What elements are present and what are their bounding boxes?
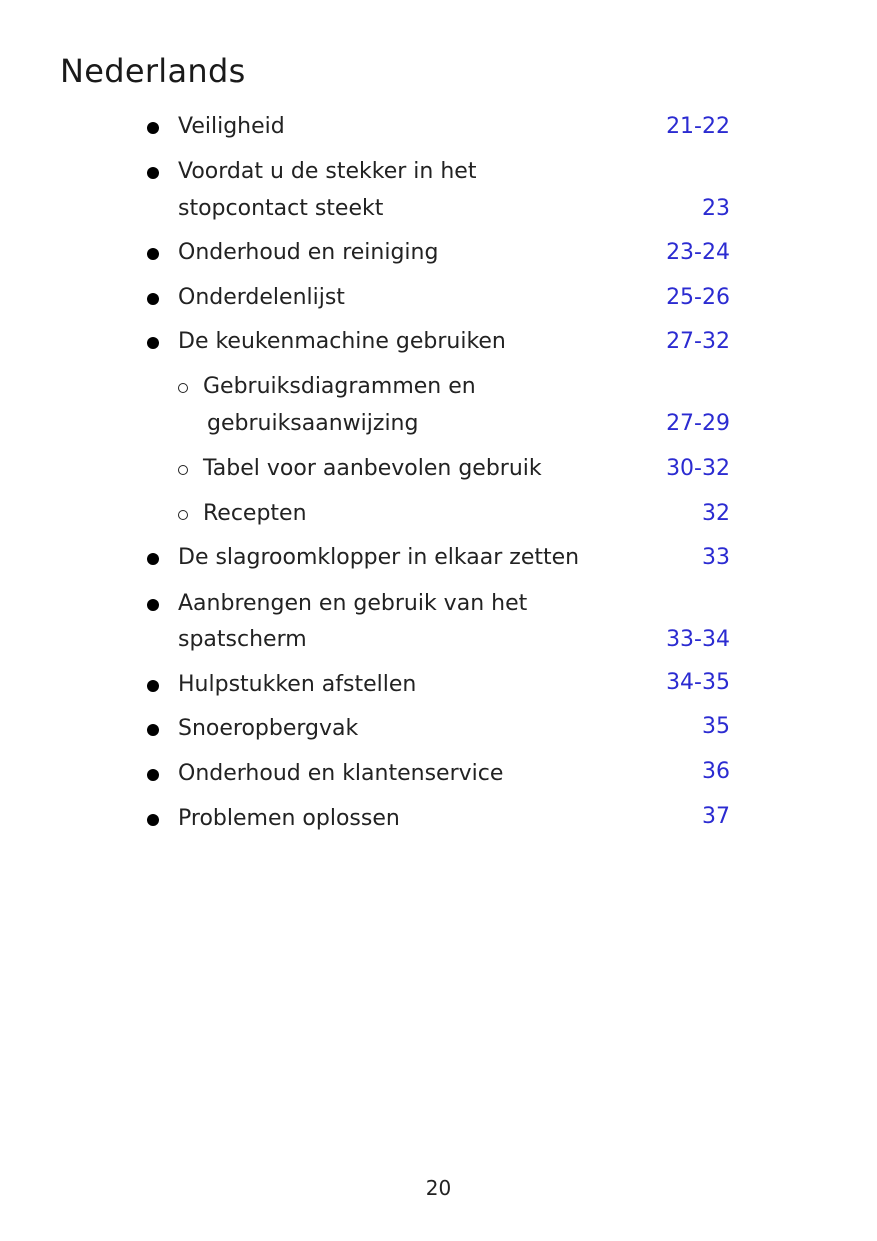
toc-entry-klantenservice[interactable] bbox=[0, 759, 877, 789]
toc-entry-pages[interactable]: 33-34 bbox=[666, 627, 730, 652]
bullet-icon bbox=[147, 769, 159, 781]
toc-entry-label: Onderdelenlijst bbox=[178, 285, 345, 310]
toc-entry-label: spatscherm bbox=[178, 627, 307, 652]
bullet-icon bbox=[147, 724, 159, 736]
bullet-icon bbox=[147, 553, 159, 565]
page-title: Nederlands bbox=[60, 52, 246, 90]
sub-bullet-icon bbox=[178, 383, 188, 393]
toc-entry-pages[interactable]: 23 bbox=[702, 196, 730, 221]
toc-entry-label: Voordat u de stekker in het bbox=[178, 159, 477, 184]
toc-entry-label: De slagroomklopper in elkaar zetten bbox=[178, 545, 580, 570]
bullet-icon bbox=[147, 680, 159, 692]
toc-subentry-gebruiksdiagrammen-continued[interactable] bbox=[0, 409, 877, 439]
toc-entry-snoeropbergvak[interactable] bbox=[0, 714, 877, 744]
toc-entry-pages[interactable]: 33 bbox=[702, 545, 730, 570]
toc-entry-stekker[interactable] bbox=[0, 157, 877, 187]
toc-entry-label: Problemen oplossen bbox=[178, 806, 400, 831]
toc-entry-spatscherm[interactable] bbox=[0, 589, 877, 619]
toc-entry-label: De keukenmachine gebruiken bbox=[178, 329, 506, 354]
toc-entry-label: Onderhoud en reiniging bbox=[178, 240, 439, 265]
toc-entry-label: Recepten bbox=[203, 501, 307, 526]
sub-bullet-icon bbox=[178, 510, 188, 520]
toc-entry-stekker-continued[interactable] bbox=[0, 194, 877, 224]
toc-entry-hulpstukken-afstellen[interactable] bbox=[0, 670, 877, 700]
bullet-icon bbox=[147, 293, 159, 305]
toc-entry-pages[interactable]: 21-22 bbox=[666, 114, 730, 139]
toc-entry-label: stopcontact steekt bbox=[178, 196, 384, 221]
toc-entry-pages[interactable]: 30-32 bbox=[666, 456, 730, 481]
toc-entry-label: gebruiksaanwijzing bbox=[207, 411, 419, 436]
bullet-icon bbox=[147, 337, 159, 349]
page-number: 20 bbox=[425, 1176, 452, 1200]
toc-entry-pages[interactable]: 32 bbox=[702, 501, 730, 526]
toc-entry-label: Gebruiksdiagrammen en bbox=[203, 374, 476, 399]
toc-entry-pages[interactable]: 35 bbox=[702, 714, 730, 739]
toc-entry-pages[interactable]: 27-29 bbox=[666, 411, 730, 436]
bullet-icon bbox=[147, 599, 159, 611]
toc-entry-label: Tabel voor aanbevolen gebruik bbox=[203, 456, 542, 481]
toc-subentry-gebruiksdiagrammen[interactable] bbox=[0, 372, 877, 402]
toc-entry-label: Aanbrengen en gebruik van het bbox=[178, 591, 528, 616]
toc-subentry-recepten[interactable] bbox=[0, 499, 877, 529]
bullet-icon bbox=[147, 248, 159, 260]
toc-entry-pages[interactable]: 37 bbox=[702, 804, 730, 829]
toc-entry-pages[interactable]: 25-26 bbox=[666, 285, 730, 310]
toc-entry-veiligheid[interactable] bbox=[0, 112, 877, 142]
toc-entry-problemen-oplossen[interactable] bbox=[0, 804, 877, 834]
toc-entry-label: Hulpstukken afstellen bbox=[178, 672, 417, 697]
toc-entry-keukenmachine-gebruiken[interactable] bbox=[0, 327, 877, 357]
toc-entry-label: Veiligheid bbox=[178, 114, 285, 139]
toc-entry-pages[interactable]: 23-24 bbox=[666, 240, 730, 265]
sub-bullet-icon bbox=[178, 465, 188, 475]
toc-entry-slagroomklopper[interactable] bbox=[0, 543, 877, 573]
toc-entry-spatscherm-continued[interactable] bbox=[0, 625, 877, 655]
bullet-icon bbox=[147, 122, 159, 134]
toc-entry-onderdelenlijst[interactable] bbox=[0, 283, 877, 313]
toc-entry-pages[interactable]: 34-35 bbox=[666, 670, 730, 695]
bullet-icon bbox=[147, 167, 159, 179]
toc-entry-label: Onderhoud en klantenservice bbox=[178, 761, 504, 786]
toc-entry-onderhoud-reiniging[interactable] bbox=[0, 238, 877, 268]
toc-entry-label: Snoeropbergvak bbox=[178, 716, 359, 741]
toc-subentry-tabel-aanbevolen-gebruik[interactable] bbox=[0, 454, 877, 484]
toc-entry-pages[interactable]: 27-32 bbox=[666, 329, 730, 354]
toc-entry-pages[interactable]: 36 bbox=[702, 759, 730, 784]
bullet-icon bbox=[147, 814, 159, 826]
